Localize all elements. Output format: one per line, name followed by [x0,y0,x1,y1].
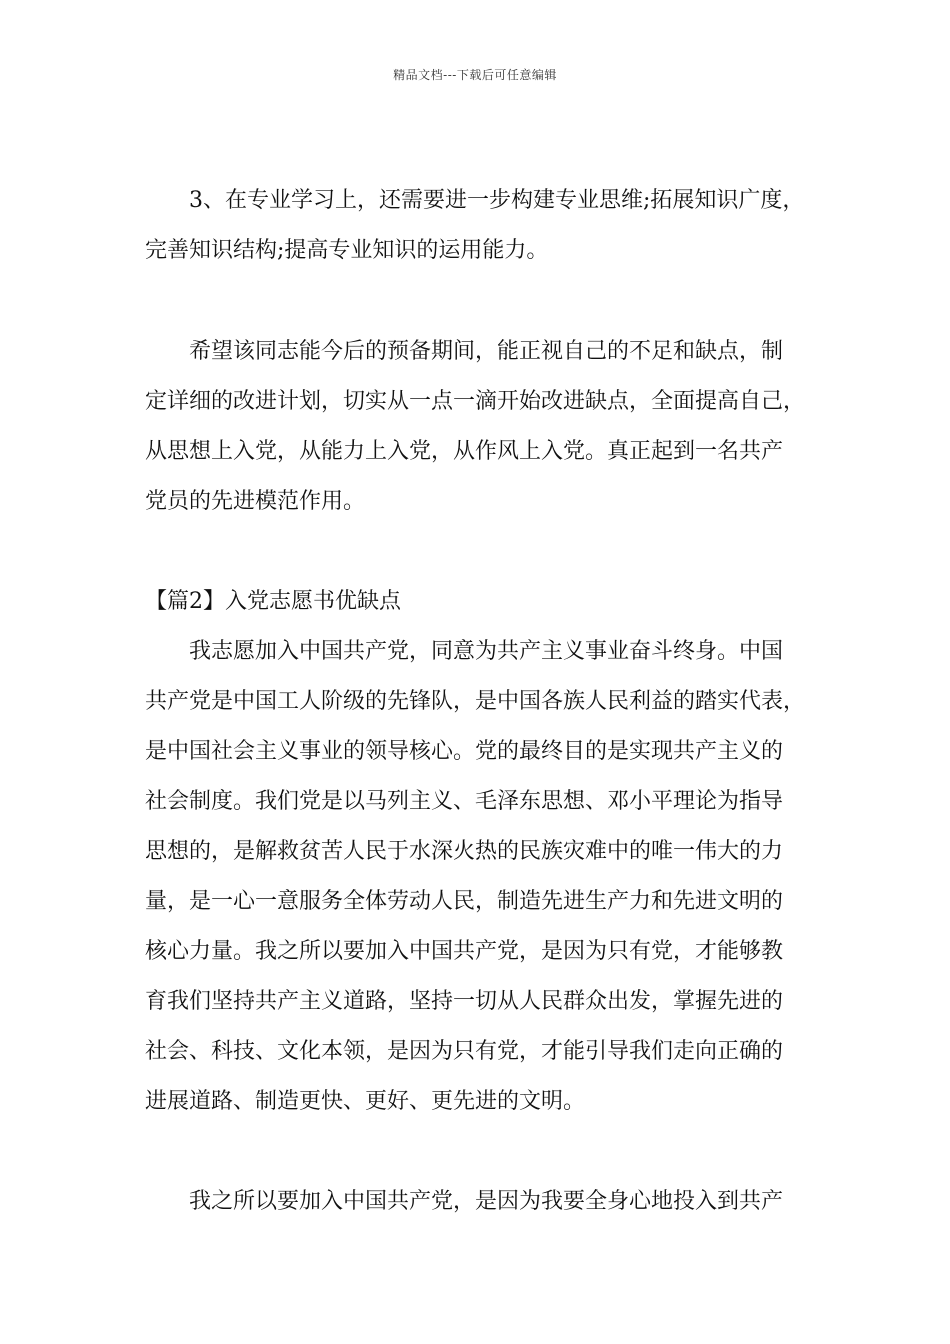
paragraph-line: 进展道路、制造更快、更好、更先进的文明。 [145,1089,586,1114]
paragraph-line: 我志愿加入中国共产党，同意为共产主义事业奋斗终身。中国 [189,639,784,664]
paragraph-line: 量，是一心一意服务全体劳动人民，制造先进生产力和先进文明的 [145,889,784,914]
paragraph-line: 党员的先进模范作用。 [145,489,366,514]
paragraph-line: 完善知识结构;提高专业知识的运用能力。 [145,238,549,263]
paragraph-line: 思想的，是解救贫苦人民于水深火热的民族灾难中的唯一伟大的力 [145,839,784,864]
section-heading: 【篇2】入党志愿书优缺点 [145,589,401,614]
paragraph-line: 3、在专业学习上，还需要进一步构建专业思维;拓展知识广度， [189,188,805,213]
paragraph-line: 从思想上入党，从能力上入党，从作风上入党。真正起到一名共产 [145,439,784,464]
page-header: 精品文档---下载后可任意编辑 [393,68,557,82]
paragraph-line: 希望该同志能今后的预备期间，能正视自己的不足和缺点，制 [189,339,784,364]
paragraph-line: 育我们坚持共产主义道路，坚持一切从人民群众出发，掌握先进的 [145,989,784,1014]
paragraph-line: 是中国社会主义事业的领导核心。党的最终目的是实现共产主义的 [145,739,784,764]
paragraph-line: 社会、科技、文化本领，是因为只有党，才能引导我们走向正确的 [145,1039,784,1064]
paragraph-line: 核心力量。我之所以要加入中国共产党，是因为只有党，才能够教 [145,939,784,964]
paragraph-line: 我之所以要加入中国共产党，是因为我要全身心地投入到共产 [189,1189,784,1214]
paragraph-line: 定详细的改进计划，切实从一点一滴开始改进缺点，全面提高自己， [145,389,806,414]
paragraph-line: 社会制度。我们党是以马列主义、毛泽东思想、邓小平理论为指导 [145,789,784,814]
paragraph-line: 共产党是中国工人阶级的先锋队，是中国各族人民利益的踏实代表， [145,689,806,714]
